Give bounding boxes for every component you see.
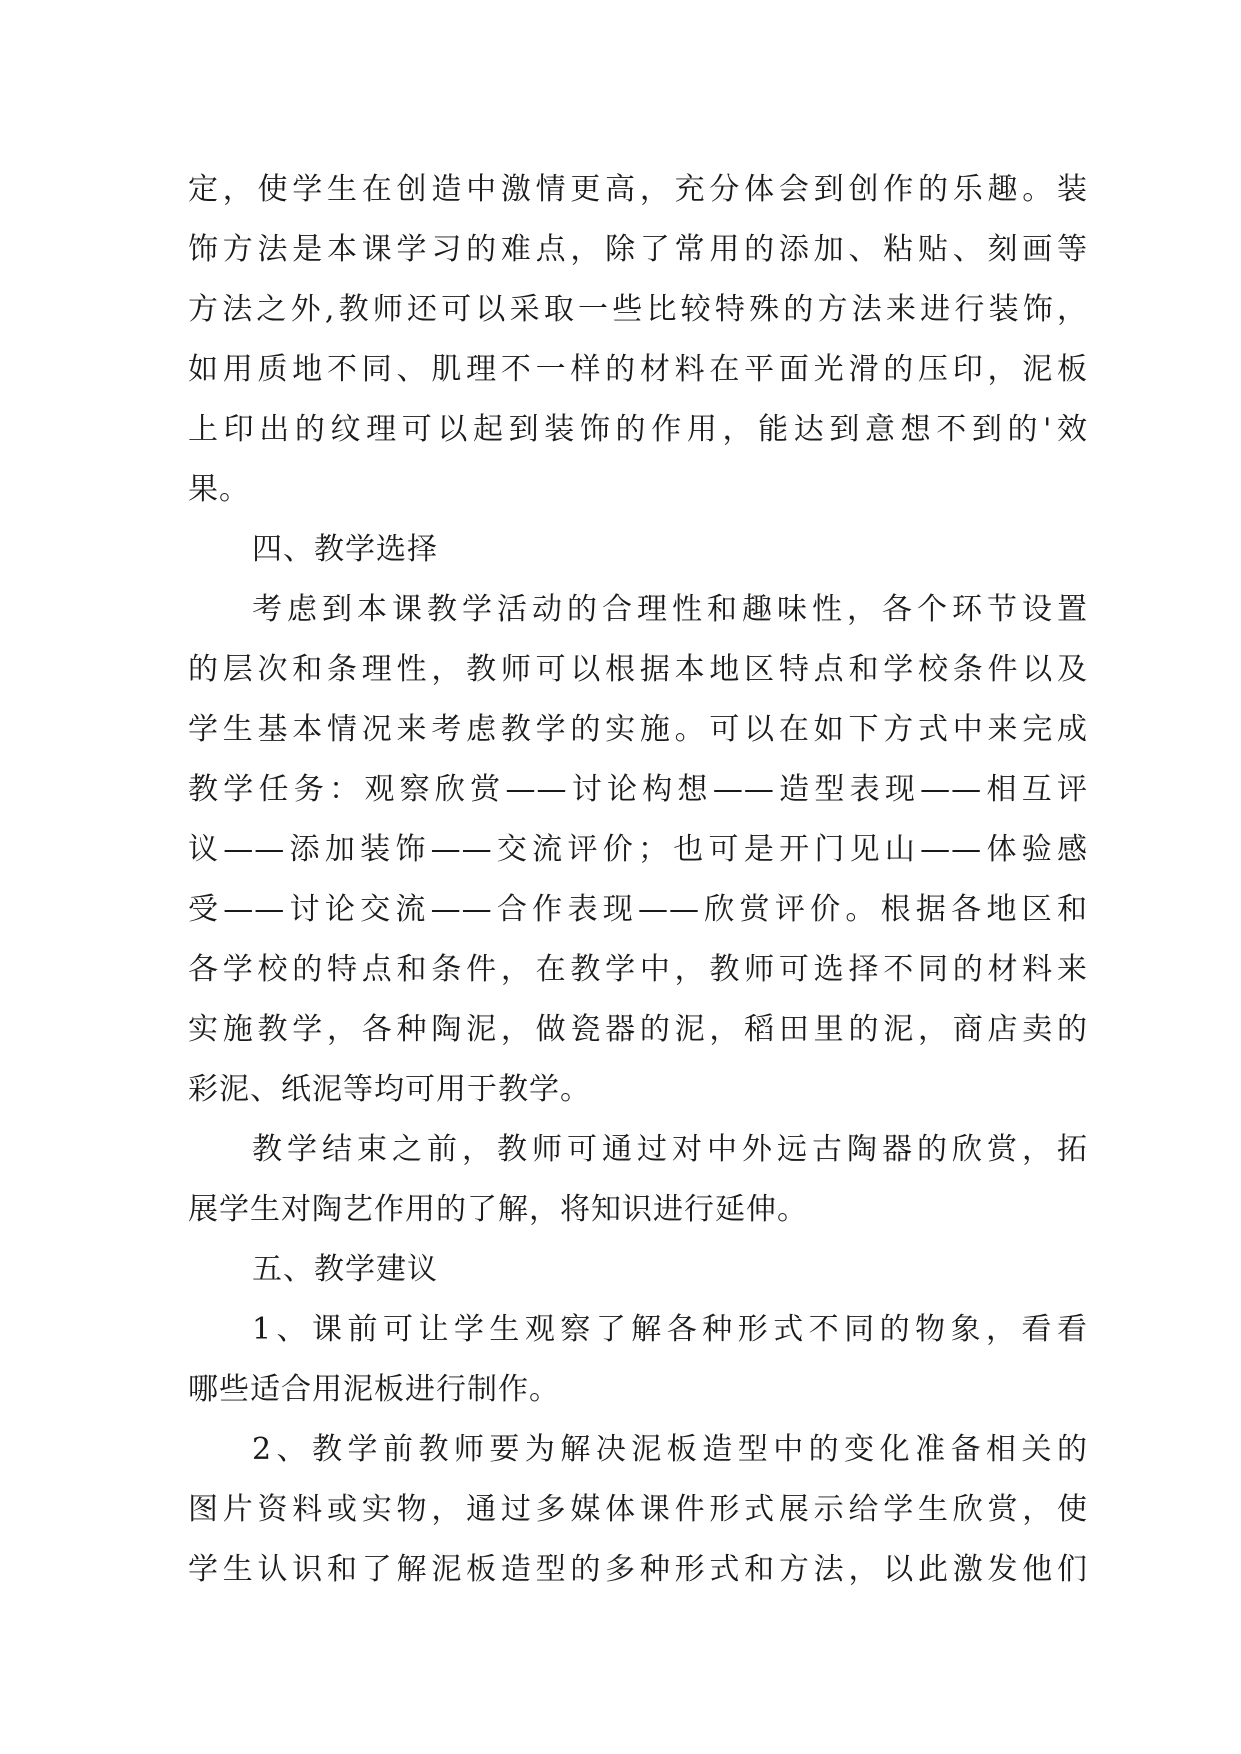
- paragraph-line: 方法之外,教师还可以采取一些比较特殊的方法来进行装饰，: [188, 292, 1088, 327]
- paragraph-line: 教学任务：观察欣赏——讨论构想——造型表现——相互评: [188, 772, 1088, 807]
- paragraph-line: 图片资料或实物，通过多媒体课件形式展示给学生欣赏，使: [188, 1492, 1088, 1527]
- paragraph-line: 教学结束之前，教师可通过对中外远古陶器的欣赏，拓: [252, 1132, 1088, 1167]
- paragraph-line: 1、课前可让学生观察了解各种形式不同的物象，看看: [252, 1312, 1088, 1347]
- paragraph-line: 上印出的纹理可以起到装饰的作用，能达到意想不到的'效: [188, 412, 1088, 447]
- paragraph-line: 展学生对陶艺作用的了解，将知识进行延伸。: [188, 1192, 808, 1227]
- paragraph-line: 彩泥、纸泥等均可用于教学。: [188, 1072, 591, 1107]
- paragraph-line: 受——讨论交流——合作表现——欣赏评价。根据各地区和: [188, 892, 1088, 927]
- paragraph-line: 实施教学，各种陶泥，做瓷器的泥，稻田里的泥，商店卖的: [188, 1012, 1088, 1047]
- section-heading: 五、教学建议: [252, 1252, 438, 1287]
- paragraph-line: 的层次和条理性，教师可以根据本地区特点和学校条件以及: [188, 652, 1088, 687]
- paragraph-line: 果。: [188, 472, 250, 507]
- paragraph-line: 哪些适合用泥板进行制作。: [188, 1372, 560, 1407]
- paragraph-line: 学生基本情况来考虑教学的实施。可以在如下方式中来完成: [188, 712, 1088, 747]
- paragraph-line: 2、教学前教师要为解决泥板造型中的变化准备相关的: [252, 1432, 1088, 1467]
- section-heading: 四、教学选择: [252, 532, 438, 567]
- document-body: [188, 160, 1088, 1600]
- paragraph-line: 各学校的特点和条件，在教学中，教师可选择不同的材料来: [188, 952, 1088, 987]
- paragraph-line: 如用质地不同、肌理不一样的材料在平面光滑的压印，泥板: [188, 352, 1088, 387]
- paragraph-line: 定，使学生在创造中激情更高，充分体会到创作的乐趣。装: [188, 172, 1088, 207]
- paragraph-line: 饰方法是本课学习的难点，除了常用的添加、粘贴、刻画等: [188, 232, 1088, 267]
- paragraph-line: 考虑到本课教学活动的合理性和趣味性，各个环节设置: [252, 592, 1088, 627]
- paragraph-line: 学生认识和了解泥板造型的多种形式和方法，以此激发他们: [188, 1552, 1088, 1587]
- paragraph-line: 议——添加装饰——交流评价；也可是开门见山——体验感: [188, 832, 1088, 867]
